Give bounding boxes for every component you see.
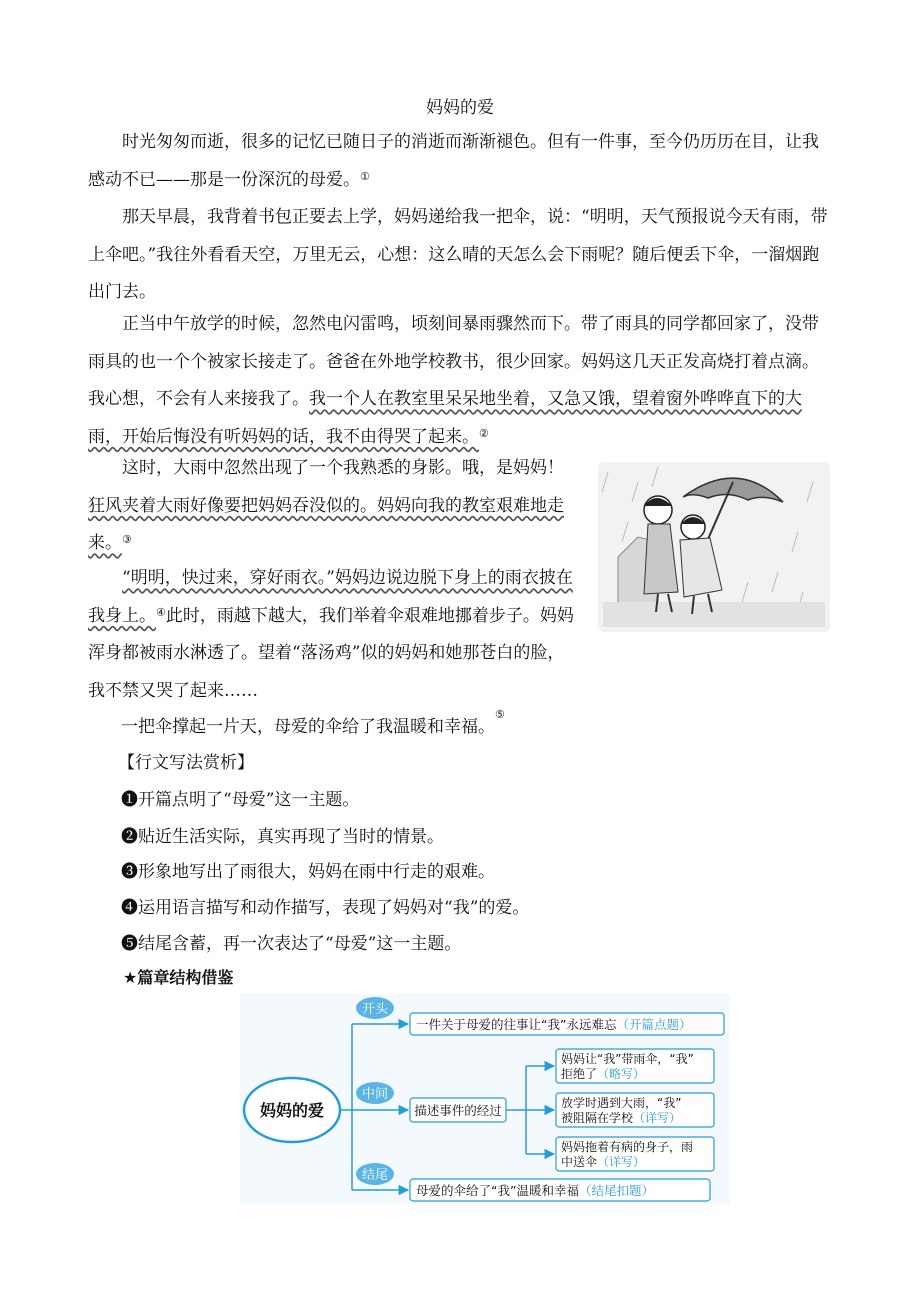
paragraph-4 [88, 450, 576, 563]
p1-text: 时光匆匆而逝，很多的记忆已随日子的消逝而渐渐褪色。但有一件事，至今仍历历在目，让我感动不已——那是一份深沉的母爱。 [88, 132, 819, 190]
paragraph-6 [121, 708, 505, 737]
paragraph-5 [88, 560, 576, 710]
p2-text: 那天早晨，我背着书包正要去上学，妈妈递给我一把伞，说：“明明，天气预报说今天有雨，带上伞吧。”我往外看看天空，万里无云，心想：这么晴的天怎么会下雨呢？随后便丢下伞，一溜烟跑出门去。 [88, 207, 828, 302]
p4-underlined: 狂风夹着大雨好像要把妈妈吞没似的。妈妈向我的教室艰难地走来。 [88, 495, 564, 553]
analysis-item-1: ❶开篇点明了“母爱”这一主题。 [121, 790, 360, 810]
tag-start-label: 开头 [361, 1002, 389, 1017]
p5-underlined: “明明，快过来，穿好雨衣。”妈妈边说边脱下身上的雨衣披在我身上。 [88, 568, 573, 626]
analysis-item-3: ❸形象地写出了雨很大，妈妈在雨中行走的艰难。 [121, 862, 495, 882]
p4-mark: ③ [122, 533, 132, 546]
analysis-heading: 【行文写法赏析】 [118, 753, 254, 773]
sub-box-3-line2: 中送伞（详写） [561, 1155, 646, 1169]
structure-diagram [240, 994, 730, 1204]
p5-plain: 此时，雨越下越大，我们举着伞艰难地挪着步子。妈妈浑身都被雨水淋透了。望着“落汤鸡”似的妈妈和她那苍白的脸，我不禁又哭了起来…… [88, 605, 574, 701]
p6-text: 一把伞撑起一片天，母爱的伞给了我温暖和幸福。 [121, 717, 495, 737]
rain-umbrella-illustration [598, 462, 830, 632]
paragraph-2 [88, 199, 832, 312]
p5-mark: ④ [156, 605, 166, 619]
p3-underlined: 我一个人在教室里呆呆地坐着，又急又饿，望着窗外哗哗直下的大雨，开始后悔没有听妈妈的话，我不由得哭了起来。 [88, 389, 802, 447]
p1-mark: ① [360, 169, 370, 183]
start-box-text: 一件关于母爱的往事让“我”永远难忘（开篇点题） [416, 1017, 692, 1032]
end-box-text: 母爱的伞给了“我”温暖和幸福（结尾扣题） [416, 1183, 654, 1198]
sub-box-1-line1: 妈妈让“我”带雨伞，“我” [561, 1052, 694, 1066]
sub-box-2-line1: 放学时遇到大雨，“我” [561, 1096, 682, 1110]
p3-plain: 正当中午放学的时候，忽然电闪雷鸣，顷刻间暴雨骤然而下。带了雨具的同学都回家了，没带雨具的也一个个被家长接走了。爸爸在外地学校教书，很少回家。妈妈这几天正发高烧打着点滴。我心想，不会有人来接我了。 [88, 314, 819, 409]
p4-plain: 这时，大雨中忽然出现了一个我熟悉的身影。哦，是妈妈！ [122, 458, 564, 478]
paragraph-3 [88, 306, 832, 456]
tag-middle-label: 中间 [361, 1087, 389, 1102]
paragraph-1 [88, 124, 832, 199]
tag-end-label: 结尾 [361, 1168, 389, 1183]
illustration-drawing [598, 462, 830, 632]
sub-box-3-line1: 妈妈拖着有病的身子，雨 [561, 1140, 694, 1154]
analysis-item-4: ❹运用语言描写和动作描写，表现了妈妈对“我”的爱。 [121, 898, 530, 918]
sub-box-1-line2: 拒绝了（略写） [561, 1067, 646, 1081]
structure-diagram-svg [240, 994, 730, 1204]
structure-heading: ★篇章结构借鉴 [123, 968, 234, 987]
analysis-item-2: ❷贴近生活实际，真实再现了当时的情景。 [121, 827, 444, 847]
p6-mark: ⑤ [495, 708, 505, 721]
center-label: 妈妈的爱 [259, 1101, 325, 1120]
p3-mark: ② [479, 426, 489, 440]
middle-box-text: 描述事件的经过 [414, 1103, 502, 1118]
analysis-item-5: ❺结尾含蓄，再一次表达了“母爱”这一主题。 [121, 934, 462, 954]
article-title: 妈妈的爱 [426, 98, 494, 118]
sub-box-2-line2: 被阻隔在学校（详写） [561, 1111, 682, 1125]
